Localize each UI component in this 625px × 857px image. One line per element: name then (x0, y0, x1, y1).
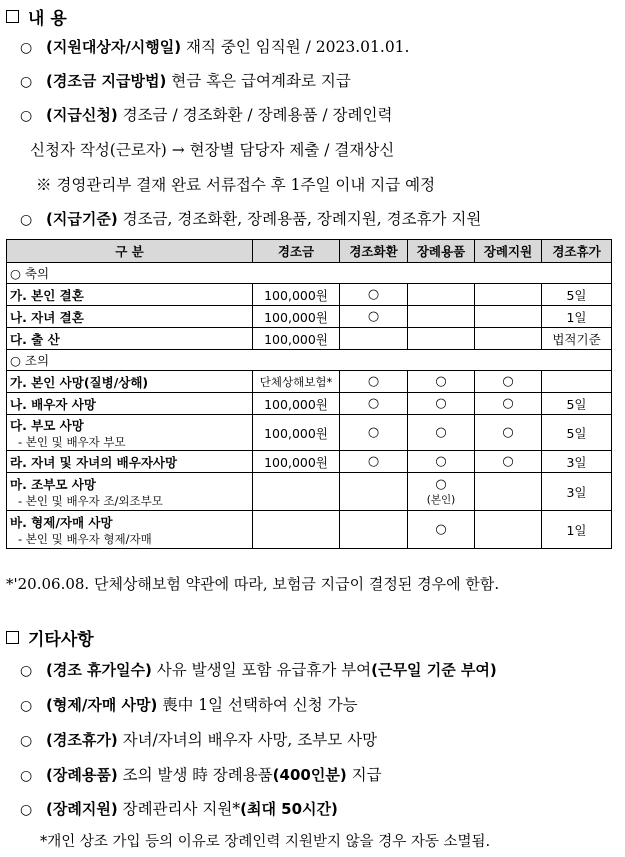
table-row: 다. 부모 사망 - 본인 및 배우자 부모 100,000원 ○ ○ ○ 5일 (7, 415, 612, 451)
circle-bullet-icon: ○ (20, 802, 33, 818)
col-header-wreath: 경조화환 (340, 240, 408, 263)
table-row: 바. 형제/자매 사망 - 본인 및 배우자 형제/자매 ○ 1일 (7, 511, 612, 549)
table-row: 마. 조부모 사망 - 본인 및 배우자 조/외조부모 ○ (본인) 3일 (7, 473, 612, 511)
checkbox-square-icon (6, 631, 19, 644)
col-header-support: 장례지원 (475, 240, 542, 263)
section-header-content (6, 4, 67, 29)
group-row-celebration: ○ 축의 (7, 263, 612, 284)
table-header-row (7, 240, 612, 263)
section-header-other (6, 625, 94, 650)
group-row-condolence: ○ 조의 (7, 350, 612, 371)
table-row: 가. 본인 결혼 100,000원 ○ 5일 (7, 284, 612, 306)
item-leave: ○ (경조휴가) 자녀/자녀의 배우자 사망, 조부모 사망 (20, 731, 378, 749)
item-funeral-goods: ○ (장례용품) 조의 발생 時 장례용품(400인분) 지급 (20, 766, 382, 784)
col-header-goods: 장례용품 (408, 240, 475, 263)
section-title: 내 용 (28, 9, 67, 29)
circle-bullet-icon: ○ (20, 74, 33, 90)
checkbox-square-icon (6, 10, 19, 23)
benefit-table (6, 239, 612, 549)
section-title: 기타사항 (28, 630, 94, 650)
table-row: 라. 자녀 및 자녀의 배우자사망 100,000원 ○ ○ ○ 3일 (7, 451, 612, 473)
section2-footnote: *개인 상조 가입 등의 이유로 장례인력 지원받지 않을 경우 자동 소멸됨. (40, 834, 491, 850)
circle-bullet-icon: ○ (20, 108, 33, 124)
circle-bullet-icon: ○ (20, 40, 33, 56)
col-header-category: 구 분 (7, 240, 253, 263)
table-row: 가. 본인 사망(질병/상해) 단체상해보험* ○ ○ ○ (7, 371, 612, 393)
circle-bullet-icon: ○ (20, 733, 33, 749)
circle-bullet-icon: ○ (20, 663, 33, 679)
item-target-date: ○ (지원대상자/시행일) 재직 중인 임직원 / 2023.01.01. (20, 38, 410, 56)
item-sibling-death: ○ (형제/자매 사망) 喪中 1일 선택하여 신청 가능 (20, 696, 358, 714)
notice-line: ※ 경영관리부 결재 완료 서류접수 후 1주일 이내 지급 예정 (36, 176, 436, 194)
table-row: 나. 자녀 결혼 100,000원 ○ 1일 (7, 306, 612, 328)
col-header-leave: 경조휴가 (542, 240, 612, 263)
table-row: 나. 배우자 사망 100,000원 ○ ○ ○ 5일 (7, 393, 612, 415)
circle-bullet-icon: ○ (20, 768, 33, 784)
circle-bullet-icon: ○ (20, 698, 33, 714)
table-row: 다. 출 산 100,000원 법적기준 (7, 328, 612, 350)
item-criteria: ○ (지급기준) 경조금, 경조화환, 장례용품, 장례지원, 경조휴가 지원 (20, 210, 482, 228)
circle-bullet-icon: ○ (20, 212, 33, 228)
item-application: ○ (지급신청) 경조금 / 경조화환 / 장례용품 / 장례인력 (20, 106, 393, 124)
item-payment-method: ○ (경조금 지급방법) 현금 혹은 급여계좌로 지급 (20, 72, 351, 90)
item-funeral-support: ○ (장례지원) 장례관리사 지원*(최대 50시간) (20, 800, 338, 818)
apply-process-line: 신청자 작성(근로자) → 현장별 담당자 제출 / 결재상신 (30, 141, 395, 159)
col-header-amount: 경조금 (253, 240, 340, 263)
item-leave-days: ○ (경조 휴가일수) 사유 발생일 포함 유급휴가 부여(근무일 기준 부여) (20, 661, 497, 679)
table-footnote: *'20.06.08. 단체상해보험 약관에 따라, 보험금 지급이 결정된 경우에 한함. (6, 575, 500, 593)
